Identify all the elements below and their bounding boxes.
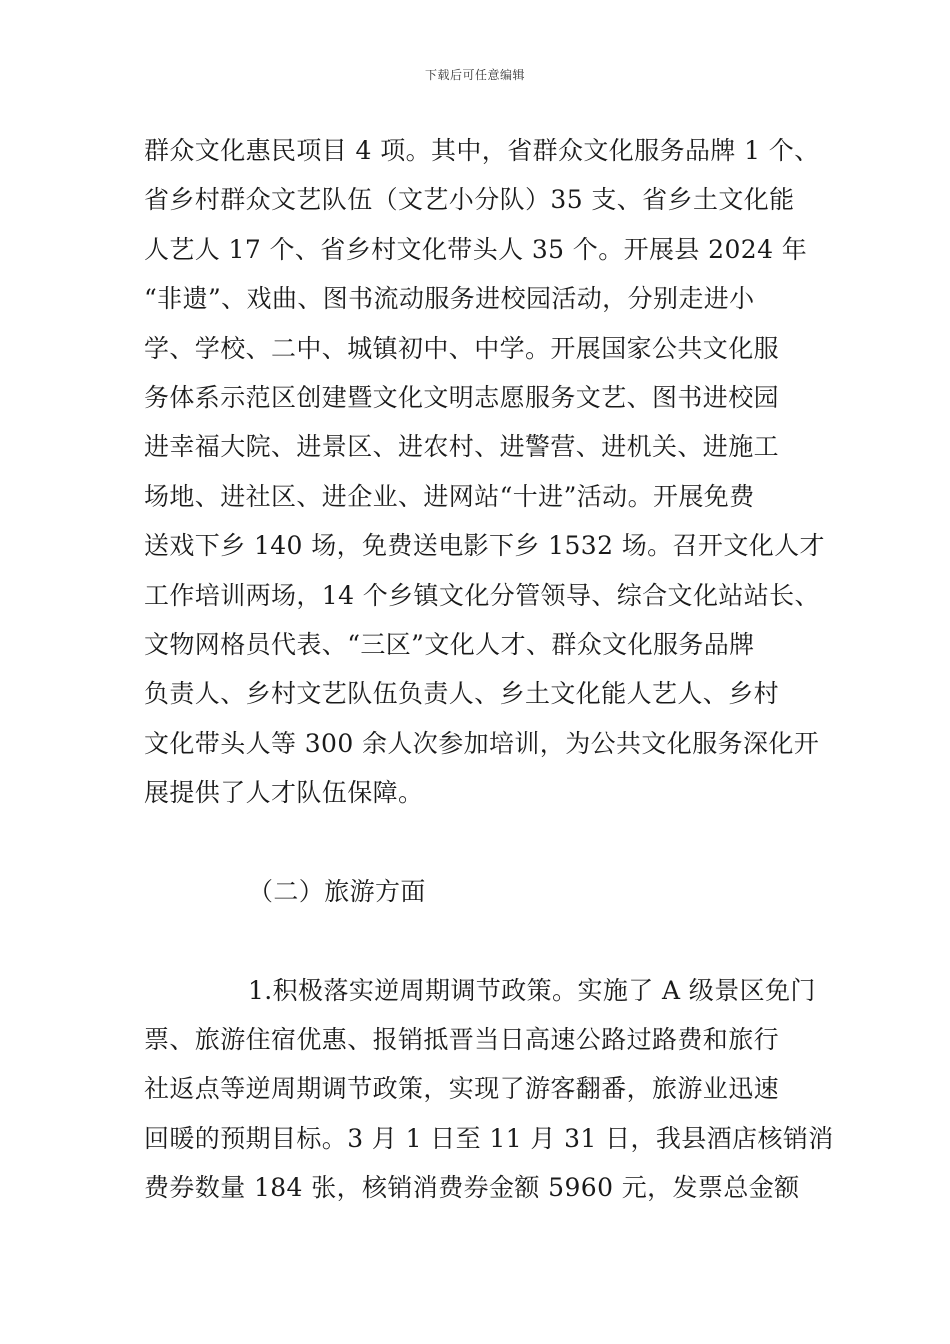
text-line: 场地、进社区、进企业、进网站“十进”活动。开展免费: [144, 481, 755, 511]
text-line: 工作培训两场，14 个乡镇文化分管领导、综合文化站站长、: [144, 580, 820, 610]
document-body: [144, 126, 834, 1213]
blank-line: [144, 916, 824, 965]
page-header: 下载后可任意编辑: [424, 68, 525, 82]
blank-line: [144, 817, 824, 866]
text-line: 学、学校、二中、城镇初中、中学。开展国家公共文化服: [144, 333, 780, 363]
text-line: 人艺人 17 个、省乡村文化带头人 35 个。开展县 2024 年: [144, 234, 808, 264]
text-line: 票、旅游住宿优惠、报销抵晋当日高速公路过路费和旅行: [144, 1025, 780, 1055]
text-line: 回暖的预期目标。3 月 1 日至 11 月 31 日，我县酒店核销消: [144, 1123, 834, 1153]
text-line: “非遗”、戏曲、图书流动服务进校园活动，分别走进小: [144, 284, 755, 314]
text-line: 1.积极落实逆周期调节政策。实施了 A 级景区免门: [248, 975, 816, 1005]
paragraph-tourism: [144, 966, 834, 1213]
text-line: 负责人、乡村文艺队伍负责人、乡土文化能人艺人、乡村: [144, 679, 780, 709]
text-line: 群众文化惠民项目 4 项。其中，省群众文化服务品牌 1 个、: [144, 136, 820, 165]
text-line: 务体系示范区创建暨文化文明志愿服务文艺、图书进校园: [144, 382, 780, 412]
text-line: 省乡村群众文艺队伍（文艺小分队）35 支、省乡土文化能: [144, 185, 795, 215]
paragraph-culture: [144, 126, 824, 817]
section-heading: （二）旅游方面: [248, 876, 426, 906]
text-line: 费券数量 184 张，核销消费券金额 5960 元，发票总金额: [144, 1173, 800, 1203]
text-line: 社返点等逆周期调节政策，实现了游客翻番，旅游业迅速: [144, 1074, 780, 1104]
text-line: 送戏下乡 140 场，免费送电影下乡 1532 场。召开文化人才: [144, 531, 825, 561]
text-line: 进幸福大院、进景区、进农村、进警营、进机关、进施工: [144, 432, 780, 462]
text-line: 文化带头人等 300 余人次参加培训，为公共文化服务深化开: [144, 728, 820, 758]
text-line: 文物网格员代表、“三区”文化人才、群众文化服务品牌: [144, 629, 755, 659]
text-line: 展提供了人才队伍保障。: [144, 778, 424, 808]
